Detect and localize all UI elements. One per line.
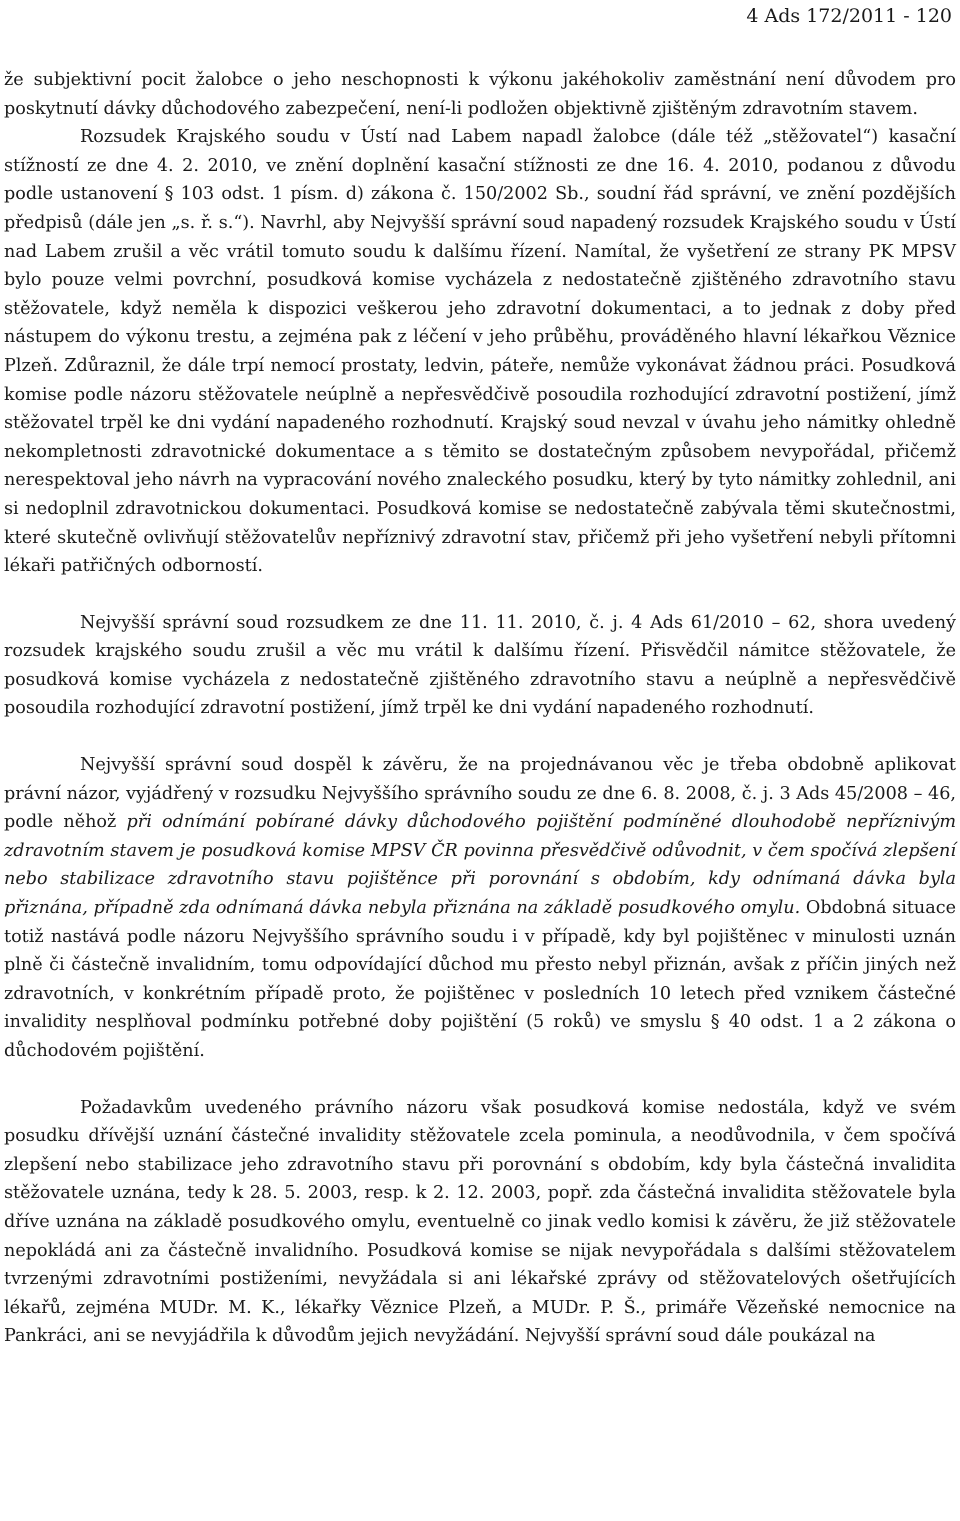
- case-number-header: 4 Ads 172/2011 - 120: [746, 5, 952, 27]
- paragraph-4-intro: Nejvyšší správní soud dospěl k závěru, že na projednávanou věc je třeba obdobně aplikovat právní názor, vyjádřený v rozsudku Nejvyššího správního soudu ze dne 6. 8. 2008, č. j. 3 Ads 45/2008 – 46, podle něhož: [4, 755, 956, 833]
- paragraph-2: Rozsudek Krajského soudu v Ústí nad Labem napadl žalobce (dále též „stěžovatel“) kasační stížností ze dne 4. 2. 2010, ve znění doplnění kasační stížnosti ze dne 16. 4. 2010, podanou z důvodu podle ustanovení § 103 odst. 1 písm. d) zákona č. 150/2002 Sb., soudní řád správní, ve znění pozdějších předpisů (dále jen „s. ř. s.“). Navrhl, aby Nejvyšší správní soud napadený rozsudek Krajského soudu v Ústí nad Labem zrušil a věc vrátil tomuto soudu k dalšímu řízení. Namítal, že vyšetření ze strany PK MPSV bylo pouze velmi povrchní, posudková komise vycházela z nedostatečně zjištěného zdravotního stavu stěžovatele, když neměla k dispozici veškerou jeho zdravotní dokumentaci, a to jednak z doby před nástupem do výkonu trestu, a zejména pak z léčení v jeho průběhu, prováděného hlavní lékařkou Věznice Plzeň. Zdůraznil, že dále trpí nemocí prostaty, ledvin, páteře, nemůže vykonávat žádnou práci. Posudková komise podle názoru stěžovatele neúplně a nepřesvědčivě posoudila rozhodující zdravotní postižení, jímž stěžovatel trpěl ke dni vydání napadeného rozhodnutí. Krajský soud nevzal v úvahu jeho námitky ohledně nekompletnosti zdravotnické dokumentace a s těmito se dostatečným způsobem nevypořádal, přičemž nerespektoval jeho návrh na vypracování nového znaleckého posudku, který by tyto námitky zohlednil, ani si nedoplnil zdravotnickou dokumentaci. Posudková komise se nedostatečně zabývala těmi skutečnostmi, které skutečně ovlivňují stěžovatelův nepříznivý zdravotní stav, přičemž při jeho vyšetření nebyli přítomni lékaři patřičných odborností.: [4, 127, 956, 577]
- document-body: [4, 66, 956, 1351]
- paragraph-4-quoted-holding: při odnímání pobírané dávky důchodového pojištění podmíněné dlouhodobě nepříznivým zdravotním stavem je posudková komise MPSV ČR povinna přesvědčivě odůvodnit, v čem spočívá zlepšení nebo stabilizace zdravotního stavu pojištěnce při porovnání s obdobím, kdy odnímaná dávka byla přiznána, případně zda odnímaná dávka nebyla přiznána na základě posudkového omylu.: [4, 812, 957, 919]
- paragraph-4-conclusion: Obdobná situace totiž nastává podle názoru Nejvyššího správního soudu i v případě, kdy byl pojištěnec v minulosti uznán plně či částečně invalidním, tomu odpovídající důchod mu přesto nebyl přiznán, avšak z příčin jiných než zdravotních, v konkrétním případě proto, že pojištěnec v posledních 10 letech před vznikem částečné invalidity nesplňoval podmínku potřebné doby pojištění (5 roků) ve smyslu § 40 odst. 1 a 2 zákona o důchodovém pojištění.: [4, 898, 956, 1061]
- paragraph-5: Požadavkům uvedeného právního názoru však posudková komise nedostála, když ve svém posudku dřívější uznání částečné invalidity stěžovatele zcela pominula, a neodůvodnila, v čem spočívá zlepšení nebo stabilizace jeho zdravotního stavu při porovnání s obdobím, kdy byla částečná invalidita stěžovatele uznána, tedy k 28. 5. 2003, resp. k 2. 12. 2003, popř. zda částečná invalidita stěžovatele byla dříve uznána na základě posudkového omylu, eventuelně co jinak vedlo komisi k závěru, že již stěžovatele nepokládá ani za částečně invalidního. Posudková komise se nijak nevypořádala s dalšími stěžovatelem tvrzenými zdravotními postiženími, nevyžádala si ani lékařské zprávy od stěžovatelových ošetřujících lékařů, zejména MUDr. M. K., lékařky Věznice Plzeň, a MUDr. P. Š., primáře Vězeňské nemocnice na Pankráci, ani se nevyjádřila k důvodům jejich nevyžádání. Nejvyšší správní soud dále poukázal na: [4, 1097, 956, 1347]
- paragraph-4: [4, 751, 956, 1066]
- paragraph-1: že subjektivní pocit žalobce o jeho neschopnosti k výkonu jakéhokoliv zaměstnání není důvodem pro poskytnutí dávky důchodového zabezpečení, není-li podložen objektivně zjištěným zdravotním stavem.: [4, 70, 956, 119]
- paragraph-3: Nejvyšší správní soud rozsudkem ze dne 11. 11. 2010, č. j. 4 Ads 61/2010 – 62, shora uvedený rozsudek krajského soudu zrušil a věc mu vrátil k dalšímu řízení. Přisvědčil námitce stěžovatele, že posudková komise vycházela z nedostatečně zjištěného zdravotního stavu a neúplně a nepřesvědčivě posoudila rozhodující zdravotní postižení, jímž trpěl ke dni vydání napadeného rozhodnutí.: [4, 612, 956, 719]
